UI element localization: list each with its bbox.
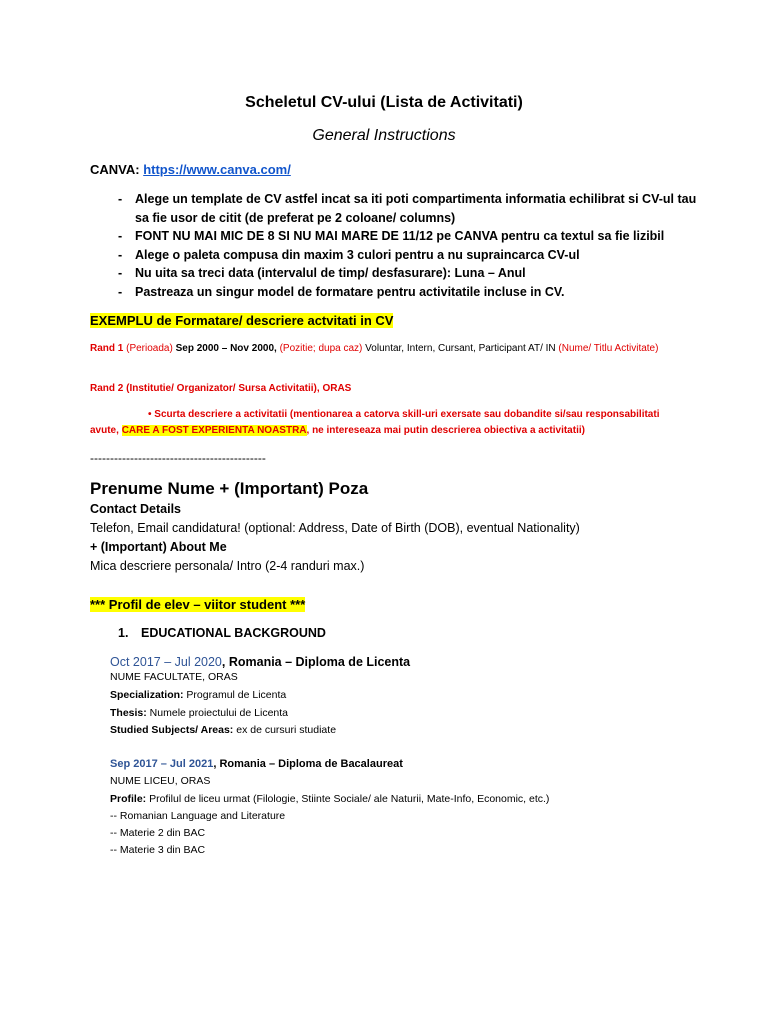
entry-detail: Profile: Profilul de liceu urmat (Filologie, Stiinte Sociale/ ale Naturii, Mate-Info, Economic, etc.) <box>110 793 550 805</box>
entry-headline: Sep 2017 – Jul 2021, Romania – Diploma de Bacalaureat <box>110 758 403 770</box>
example-row1: Rand 1 (Perioada) Sep 2000 – Nov 2000, (Pozitie; dupa caz) Voluntar, Intern, Cursant, Participant AT/ IN (Nume/ Titlu Activitate) <box>90 343 659 354</box>
entry-detail: Specialization: Programul de Licenta <box>110 689 287 701</box>
about-me-heading: + (Important) About Me <box>90 540 227 554</box>
example-heading: EXEMPLU de Formatare/ descriere actvitati in CV <box>90 313 394 328</box>
separator-line: -------------------------------------------- <box>90 451 266 465</box>
entry-institution: NUME FACULTATE, ORAS <box>110 671 238 683</box>
canva-label: CANVA: <box>90 162 144 177</box>
example-bullet: • Scurta descriere a activitatii (mentionarea a catorva skill-uri exersate sau dobandite si/sau responsabilitati avute, CARE A FOST EXPERIENTA NOASTRA, ne intereseaza mai putin descrierea obiectiva a activitatii) <box>90 409 660 436</box>
entry-detail: Studied Subjects/ Areas: ex de cursuri studiate <box>110 724 337 736</box>
list-item-text: Alege un template de CV astfel incat sa iti poti compartimenta informatia echilibrat si CV-ul tau sa fie usor de citit (de preferat pe 2 coloane/ columns) <box>135 192 697 225</box>
list-item-text: FONT NU MAI MIC DE 8 SI NU MAI MARE DE 11/12 pe CANVA pentru ca textul sa fie lizibil <box>135 229 665 243</box>
list-item <box>118 264 698 283</box>
canva-line <box>90 162 291 177</box>
list-item <box>118 190 698 227</box>
entry-dates: Sep 2017 – Jul 2021 <box>110 758 214 770</box>
list-dash: - <box>118 266 123 280</box>
list-dash: - <box>118 192 123 206</box>
subject-item: -- Romanian Language and Literature <box>110 810 286 822</box>
contact-details: Contact Details <box>90 502 181 516</box>
instructions-list <box>118 190 698 301</box>
entry-institution: NUME LICEU, ORAS <box>110 775 211 787</box>
list-item-text: Alege o paleta compusa din maxim 3 culori pentru a nu supraincarca CV-ul <box>135 247 580 262</box>
list-dash: - <box>118 229 123 243</box>
list-item-text: Nu uita sa treci data (intervalul de timp/ desfasurare): Luna – Anul <box>135 266 526 280</box>
highlighted-phrase: CARE A FOST EXPERIENTA NOASTRA <box>121 425 307 436</box>
list-dash: - <box>118 284 123 299</box>
subject-item: -- Materie 2 din BAC <box>110 827 206 839</box>
example-row2: Rand 2 (Institutie/ Organizator/ Sursa Activitatii), ORAS <box>90 383 352 394</box>
document-subtitle: General Instructions <box>312 127 456 144</box>
document-title: Scheletul CV-ului (Lista de Activitati) <box>245 94 523 111</box>
section-heading: 1. EDUCATIONAL BACKGROUND <box>118 626 326 640</box>
list-dash: - <box>118 247 123 262</box>
list-item-text: Pastreaza un singur model de formatare pentru activitatile incluse in CV. <box>135 284 565 299</box>
intro-line: Mica descriere personala/ Intro (2-4 randuri max.) <box>90 559 365 573</box>
list-item <box>118 283 698 302</box>
entry-headline: Oct 2017 – Jul 2020, Romania – Diploma de Licenta <box>110 655 411 669</box>
subject-item: -- Materie 3 din BAC <box>110 844 206 856</box>
cv-name-heading: Prenume Nume + (Important) Poza <box>90 479 369 498</box>
list-item <box>118 227 698 246</box>
entry-dates: Oct 2017 – Jul 2020 <box>110 655 222 669</box>
contact-line: Telefon, Email candidatura! (optional: Address, Date of Birth (DOB), eventual Nationality) <box>90 521 580 535</box>
canva-link[interactable]: https://www.canva.com/ <box>143 162 291 177</box>
list-item <box>118 246 698 265</box>
entry-detail: Thesis: Numele proiectului de Licenta <box>110 707 289 719</box>
profile-banner: *** Profil de elev – viitor student *** <box>90 597 306 612</box>
